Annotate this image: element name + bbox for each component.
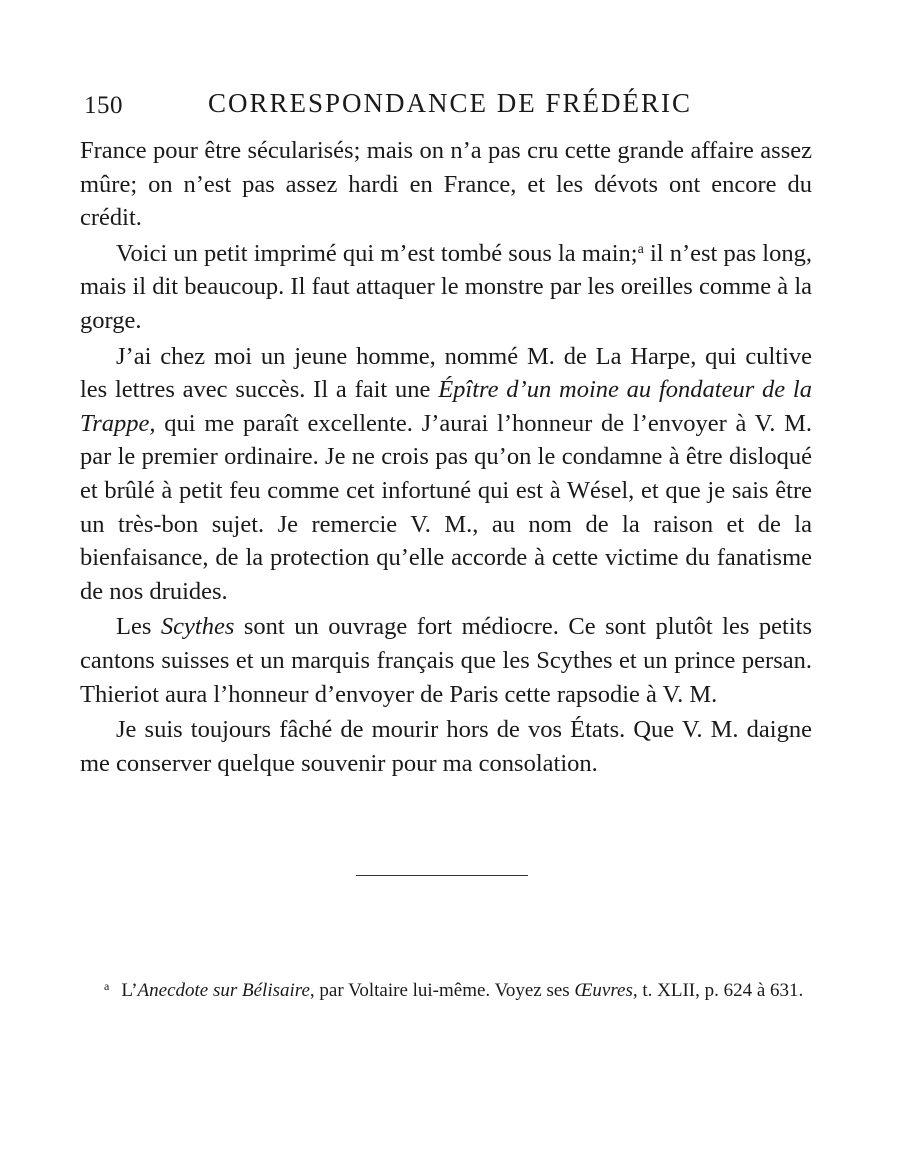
paragraph-4	[80, 610, 812, 711]
book-page	[80, 0, 812, 1172]
paragraph-2-text-before: Voici un petit imprimé qui m’est tombé sous la main;	[116, 239, 638, 267]
letter-body	[80, 134, 812, 782]
paragraph-3	[80, 340, 812, 609]
footnote-reference: a	[637, 241, 644, 257]
footnote-text-before: L’	[121, 980, 138, 1001]
paragraph-3-italic-title: Épître d’un moine au fondateur de la Trappe,	[80, 376, 812, 437]
paragraph-2-text-after: il n’est pas long, mais il dit beaucoup. Il faut attaquer le monstre par les oreilles comme à la gorge.	[80, 239, 812, 334]
running-head: CORRESPONDANCE DE FRÉDÉRIC	[208, 88, 693, 118]
page-header	[80, 88, 812, 124]
paragraph-4-italic-title: Scythes	[160, 613, 235, 641]
page-number: 150	[84, 92, 123, 119]
paragraph-2	[80, 237, 812, 338]
footnote-italic-title-1: Anecdote sur Bélisaire	[137, 980, 310, 1001]
paragraph-4-text-before: Les	[116, 613, 161, 641]
paragraph-5-text: Je suis toujours fâché de mourir hors de vos États. Que V. M. daigne me conserver quelque souvenir pour ma consolation.	[80, 716, 812, 777]
footnote-italic-title-2: Œuvres,	[574, 980, 638, 1001]
footnote-separator-rule	[356, 875, 528, 876]
footnote-text-mid: , par Voltaire lui-même. Voyez ses	[309, 980, 575, 1001]
paragraph-3-text-before: J’ai chez moi un jeune homme, nommé M. de La Harpe, qui cultive les lettres avec succès. Il a fait une	[80, 342, 812, 404]
footnote-marker: a	[104, 979, 110, 993]
footnote-text-after: t. XLII, p. 624 à 631.	[637, 980, 804, 1001]
paragraph-1-text: France pour être sécularisés; mais on n’a pas cru cette grande affaire assez mûre; on n’est pas assez hardi en France, et les dévots ont encore du crédit.	[80, 137, 812, 232]
paragraph-3-text-after: qui me paraît excellente. J’aurai l’honneur de l’envoyer à V. M. par le premier ordinaire. Je ne crois pas qu’on le condamne à être disloqué et brûlé à petit feu comme cet infortuné qui est à Wésel, et que je sais être un très-bon sujet. Je remercie V. M., au nom de la raison et de la bienfaisance, de la protection qu’elle accorde à cette victime du fanatisme de nos druides.	[80, 409, 812, 605]
paragraph-1	[80, 134, 812, 235]
footnote	[80, 978, 812, 1004]
paragraph-5	[80, 713, 812, 780]
paragraph-4-text-after: sont un ouvrage fort médiocre. Ce sont plutôt les petits cantons suisses et un marquis français que les Scythes et un prince persan. Thieriot aura l’honneur d’envoyer de Paris cette rapsodie à V. M.	[80, 613, 813, 708]
